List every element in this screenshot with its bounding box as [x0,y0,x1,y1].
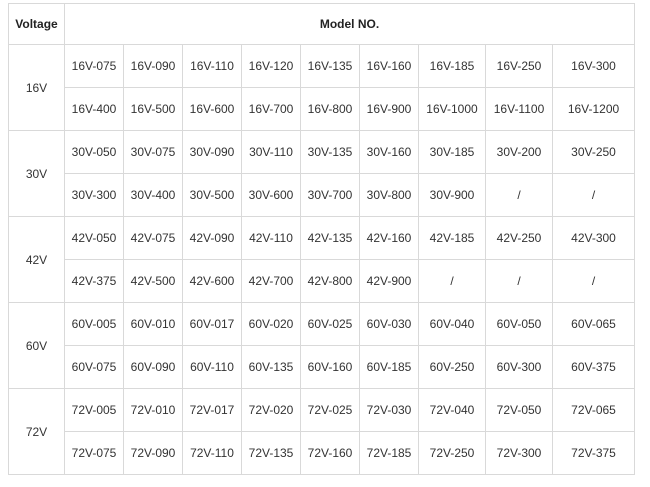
model-cell: / [486,174,553,217]
model-cell: 60V-075 [65,346,124,389]
model-cell: 60V-017 [183,303,242,346]
model-cell: 72V-025 [301,389,360,432]
model-cell: 30V-160 [360,131,419,174]
table-row [9,131,635,174]
model-cell: 16V-1000 [419,88,486,131]
model-cell: 60V-185 [360,346,419,389]
model-cell: 30V-135 [301,131,360,174]
model-cell: 42V-300 [553,217,635,260]
model-cell: 16V-160 [360,45,419,88]
model-cell: 16V-135 [301,45,360,88]
model-cell: 72V-050 [486,389,553,432]
model-cell: 60V-250 [419,346,486,389]
model-cell: 42V-800 [301,260,360,303]
model-cell: 16V-300 [553,45,635,88]
voltage-cell: 30V [9,131,65,217]
model-cell: 72V-075 [65,432,124,475]
model-cell: 42V-110 [242,217,301,260]
model-cell: 16V-700 [242,88,301,131]
table-row [9,432,635,475]
model-cell: 16V-500 [124,88,183,131]
model-cell: 60V-300 [486,346,553,389]
model-cell: 60V-065 [553,303,635,346]
model-cell: / [553,260,635,303]
model-cell: 42V-600 [183,260,242,303]
model-cell: 72V-017 [183,389,242,432]
model-cell: 60V-135 [242,346,301,389]
model-cell: 42V-135 [301,217,360,260]
model-cell: 30V-250 [553,131,635,174]
table-row [9,346,635,389]
model-cell: 60V-020 [242,303,301,346]
table-row [9,303,635,346]
header-row [9,4,635,45]
model-cell: 72V-005 [65,389,124,432]
voltage-cell: 60V [9,303,65,389]
model-cell: 60V-110 [183,346,242,389]
model-cell: 60V-005 [65,303,124,346]
voltage-cell: 72V [9,389,65,475]
model-cell: 16V-110 [183,45,242,88]
model-cell: 30V-600 [242,174,301,217]
model-cell: 72V-110 [183,432,242,475]
model-cell: 42V-250 [486,217,553,260]
table-row [9,389,635,432]
model-cell: 72V-185 [360,432,419,475]
model-cell: 16V-090 [124,45,183,88]
model-cell: 42V-075 [124,217,183,260]
model-cell: 30V-050 [65,131,124,174]
model-cell: 42V-185 [419,217,486,260]
model-cell: 72V-065 [553,389,635,432]
model-cell: 42V-900 [360,260,419,303]
model-cell: 72V-040 [419,389,486,432]
model-cell: 30V-800 [360,174,419,217]
model-cell: 16V-600 [183,88,242,131]
model-cell: 42V-700 [242,260,301,303]
voltage-cell: 16V [9,45,65,131]
model-cell: 30V-185 [419,131,486,174]
table-body [9,45,635,475]
table-row [9,88,635,131]
model-cell: 16V-075 [65,45,124,88]
model-cell: / [553,174,635,217]
model-cell: 60V-050 [486,303,553,346]
model-cell: 42V-050 [65,217,124,260]
model-cell: 16V-400 [65,88,124,131]
table-row [9,217,635,260]
model-cell: 72V-300 [486,432,553,475]
model-cell: 16V-185 [419,45,486,88]
model-cell: 30V-300 [65,174,124,217]
model-cell: / [486,260,553,303]
model-cell: 60V-090 [124,346,183,389]
model-cell: 72V-090 [124,432,183,475]
model-cell: 60V-160 [301,346,360,389]
model-cell: 16V-800 [301,88,360,131]
model-cell: 60V-375 [553,346,635,389]
model-cell: 42V-090 [183,217,242,260]
model-cell: 72V-020 [242,389,301,432]
model-cell: 60V-030 [360,303,419,346]
model-cell: 30V-110 [242,131,301,174]
model-cell: 72V-030 [360,389,419,432]
table-row [9,45,635,88]
model-cell: 16V-1100 [486,88,553,131]
model-cell: 30V-500 [183,174,242,217]
model-cell: / [419,260,486,303]
model-cell: 16V-900 [360,88,419,131]
model-cell: 60V-040 [419,303,486,346]
model-header: Model NO. [65,4,635,45]
voltage-cell: 42V [9,217,65,303]
model-cell: 72V-135 [242,432,301,475]
model-cell: 42V-160 [360,217,419,260]
model-cell: 30V-700 [301,174,360,217]
model-table [8,3,635,475]
model-cell: 72V-160 [301,432,360,475]
model-cell: 30V-090 [183,131,242,174]
model-cell: 30V-200 [486,131,553,174]
model-cell: 30V-075 [124,131,183,174]
model-cell: 30V-900 [419,174,486,217]
voltage-header: Voltage [9,4,65,45]
model-cell: 16V-120 [242,45,301,88]
model-cell: 72V-010 [124,389,183,432]
model-cell: 16V-1200 [553,88,635,131]
model-cell: 30V-400 [124,174,183,217]
table-header [9,4,635,45]
model-cell: 72V-250 [419,432,486,475]
model-cell: 60V-025 [301,303,360,346]
model-cell: 60V-010 [124,303,183,346]
model-cell: 72V-375 [553,432,635,475]
table-row [9,260,635,303]
table-row [9,174,635,217]
model-cell: 42V-375 [65,260,124,303]
model-cell: 16V-250 [486,45,553,88]
model-cell: 42V-500 [124,260,183,303]
